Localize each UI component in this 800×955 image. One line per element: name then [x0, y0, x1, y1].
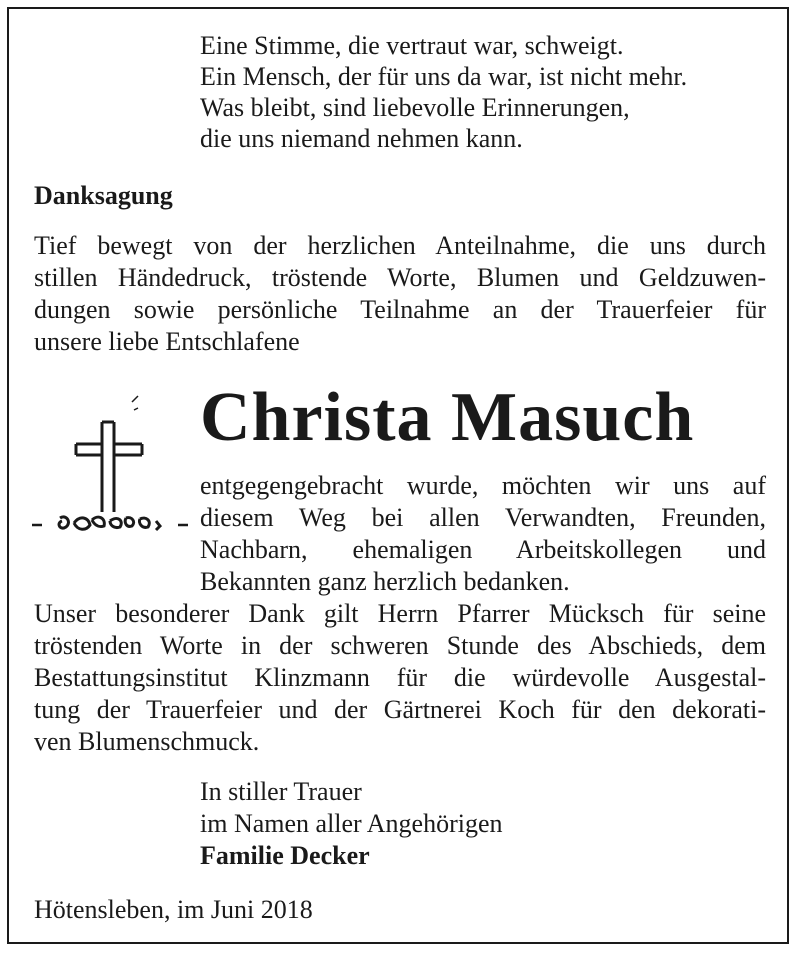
closing-line-1: In stiller Trauer: [200, 777, 362, 806]
special-thanks-line-3: Bestattungsinstitut Klinzmann für die würdevolle Ausgestal-: [34, 663, 766, 692]
intro-line-3: dungen sowie persönliche Teilnahme an der Trauerfeier für: [34, 295, 766, 324]
thanks-line-3: Nachbarn, ehemaligen Arbeitskollegen und: [200, 535, 766, 564]
intro-line-2: stillen Händedruck, tröstende Worte, Blumen und Geldzuwen-: [34, 263, 766, 292]
poem-line-1: Eine Stimme, die vertraut war, schweigt.: [200, 31, 624, 60]
thanks-line-1: entgegengebracht wurde, möchten wir uns auf: [200, 471, 766, 500]
deceased-name: Christa Masuch: [200, 379, 695, 456]
thanks-line-2: diesem Weg bei allen Verwandten, Freunden,: [200, 503, 766, 532]
family-signature: Familie Decker: [200, 841, 370, 870]
intro-line-1: Tief bewegt von der herzlichen Anteilnahme, die uns durch: [34, 231, 766, 260]
special-thanks-line-1: Unser besonderer Dank gilt Herrn Pfarrer Mücksch für seine: [34, 599, 766, 628]
closing-line-2: im Namen aller Angehörigen: [200, 809, 503, 838]
special-thanks-line-4: tung der Trauerfeier und der Gärtnerei Koch für den dekorati-: [34, 695, 766, 724]
thanks-line-4: Bekannten ganz herzlich bedanken.: [200, 567, 570, 596]
poem-line-3: Was bleibt, sind liebevolle Erinnerungen,: [200, 93, 630, 122]
place-date: Hötensleben, im Juni 2018: [34, 895, 313, 924]
cross-icon: [30, 388, 190, 548]
heading-danksagung: Danksagung: [34, 181, 173, 210]
intro-line-4: unsere liebe Entschlafene: [34, 327, 300, 356]
special-thanks-line-2: tröstenden Worte in der schweren Stunde des Abschieds, dem: [34, 631, 766, 660]
poem-line-4: die uns niemand nehmen kann.: [200, 124, 523, 153]
poem-line-2: Ein Mensch, der für uns da war, ist nicht mehr.: [200, 62, 688, 91]
special-thanks-line-5: ven Blumenschmuck.: [34, 727, 260, 756]
